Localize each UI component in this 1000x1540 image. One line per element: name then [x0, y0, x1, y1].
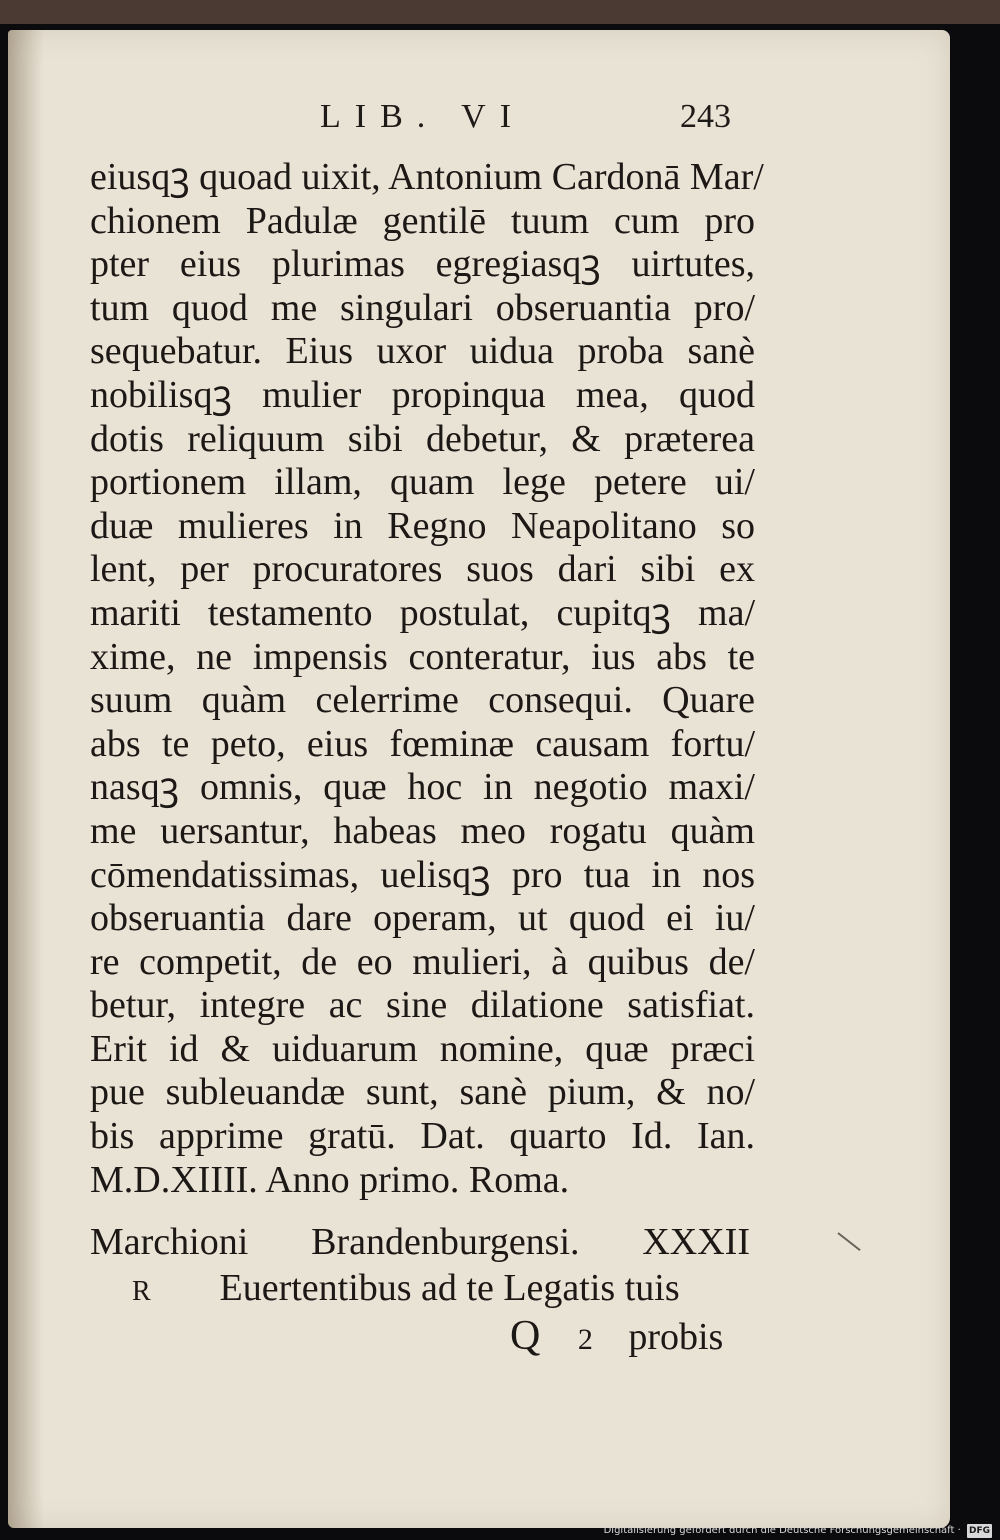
body-line: Erit id & uiduarum nomine, quæ præci: [90, 1027, 755, 1070]
body-line: portionem illam, quam lege petere ui/: [90, 461, 755, 504]
body-line: eiusqꝫ quoad uixit, Antonium Cardonā Mar/: [90, 156, 764, 198]
body-line: duæ mulieres in Regno Neapolitano so: [90, 504, 755, 547]
catchword: probis: [628, 1316, 724, 1358]
body-line: obseruantia dare operam, ut quod ei iu/: [90, 897, 755, 940]
dfg-logo: DFG: [968, 1526, 990, 1536]
signature-mark: Q: [510, 1313, 541, 1359]
body-line: cōmendatissimas, uelisqꝫ pro tua in nos: [90, 853, 755, 896]
dateline: M.D.XIIII. Anno primo. Roma.: [90, 1158, 570, 1201]
credit-text: Digitalisierung gefördert durch die Deutsche Forschungsgemeinschaft ·: [603, 1525, 961, 1536]
digitization-credit: [604, 1524, 992, 1538]
page-number: 243: [680, 98, 731, 135]
letter-body: [90, 156, 764, 1202]
body-line: lent, per procuratores suos dari sibi ex: [90, 548, 755, 591]
scan-top-band: [0, 0, 1000, 24]
body-line: xime, ne impensis conteratur, ius abs te: [90, 635, 755, 678]
body-line: sequebatur. Eius uxor uidua proba sanè: [90, 330, 755, 373]
body-line: betur, integre ac sine dilatione satisfiat.: [90, 984, 755, 1027]
body-line: mariti testamento postulat, cupitqꝫ ma/: [90, 591, 755, 634]
salutation-line: [132, 1266, 752, 1310]
body-line: tum quod me singulari obseruantia pro/: [90, 286, 755, 329]
body-line: pter eius plurimas egregiasqꝫ uirtutes,: [90, 243, 755, 286]
letter-heading: Marchioni Brandenburgensi. XXXII: [90, 1221, 750, 1263]
gutter-shadow: [8, 30, 44, 1528]
body-line: bis apprime gratū. Dat. quarto Id. Ian.: [90, 1115, 755, 1158]
running-head: LIB. VI: [320, 98, 526, 135]
body-line: chionem Padulæ gentilē tuum cum pro: [90, 199, 755, 242]
initial-letter: R: [132, 1276, 151, 1307]
body-line: dotis reliquum sibi debetur, & præterea: [90, 417, 755, 460]
body-line: nobilisqꝫ mulier propinqua mea, quod: [90, 373, 755, 416]
body-line: re competit, de eo mulieri, à quibus de/: [90, 940, 755, 983]
body-line: suum quàm celerrime consequi. Quare: [90, 679, 755, 722]
body-line: abs te peto, eius fœminæ causam fortu/: [90, 722, 755, 765]
body-line: pue subleuandæ sunt, sanè pium, & no/: [90, 1071, 755, 1114]
body-line: nasqꝫ omnis, quæ hoc in negotio maxi/: [90, 766, 755, 809]
signature-line: [510, 1312, 742, 1360]
signature-number: 2: [577, 1323, 593, 1356]
salutation-text: Euertentibus ad te Legatis tuis: [219, 1267, 680, 1309]
body-line: me uersantur, habeas meo rogatu quàm: [90, 809, 755, 852]
